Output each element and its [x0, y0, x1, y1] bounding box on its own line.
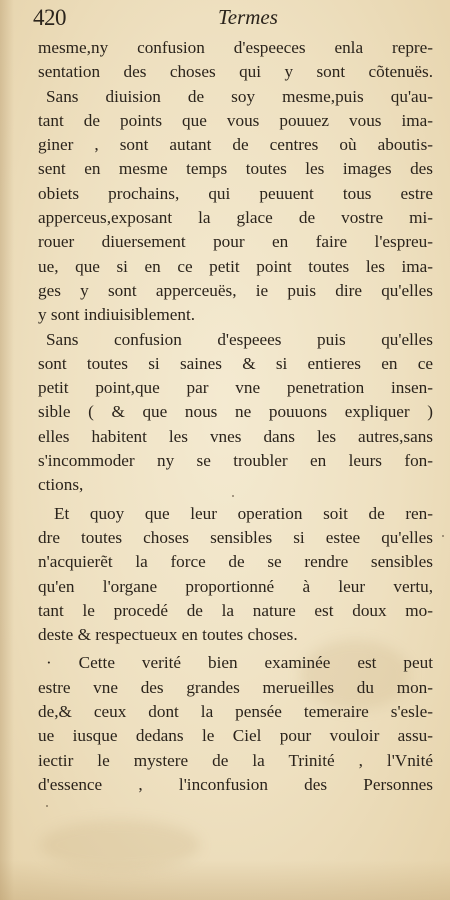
- text-line: ges y sont apperceuës, ie puis dire qu'elles: [38, 280, 433, 300]
- text-line: de,& ceux dont la pensée temeraire s'esle-: [38, 702, 433, 722]
- ink-speck: [46, 805, 48, 807]
- paper-stain: [40, 820, 200, 870]
- text-line: giner , sont autant de centres où aboutis-: [38, 135, 433, 155]
- text-line: sible ( & que nous ne pouuons expliquer ): [38, 402, 433, 422]
- ink-speck: [442, 535, 444, 537]
- text-line: sont toutes si saines & si entieres en ce: [38, 353, 433, 373]
- text-line: Sans diuision de soy mesme,puis qu'au-: [46, 86, 433, 106]
- text-line: d'essence , l'inconfusion des Personnes: [38, 774, 433, 794]
- text-line: tant le procedé de la nature est doux mo-: [38, 600, 433, 620]
- text-line: s'incommoder ny se troubler en leurs fon-: [38, 451, 433, 471]
- text-line: qu'en l'organe proportionné à leur vertu,: [38, 576, 433, 596]
- text-line: ue iusque dedans le Ciel pour vouloir assu-: [38, 726, 433, 746]
- text-line: dre toutes choses sensibles si estee qu'elles: [38, 527, 433, 547]
- page-bottom-shadow: [0, 860, 450, 900]
- text-line: apperceus,exposant la glace de vostre mi-: [38, 208, 433, 228]
- text-line: · Cette verité bien examinée est peut: [46, 653, 433, 673]
- text-line: ctions,: [38, 475, 84, 495]
- text-line: elles habitent les vnes dans les autres,sans: [38, 426, 433, 446]
- ink-speck: [232, 495, 234, 497]
- body-text: [38, 36, 433, 797]
- text-line: y sont indiuisiblement.: [38, 305, 196, 325]
- text-line: Sans confusion d'espeees puis qu'elles: [46, 329, 433, 349]
- text-line: Et quoy que leur operation soit de ren-: [54, 503, 433, 523]
- page-gutter-shadow: [0, 0, 14, 900]
- text-line: sent en mesme temps toutes les images des: [38, 159, 433, 179]
- text-line: estre vne des grandes merueilles du mon-: [38, 677, 433, 697]
- text-line: rouer diuersement pour en faire l'espreu-: [38, 232, 433, 252]
- text-line: sentation des choses qui y sont cõtenuës.: [38, 62, 433, 82]
- text-line: iectir le mystere de la Trinité , l'Vnité: [38, 750, 433, 770]
- text-line: ue, que si en ce petit point toutes les ima-: [38, 256, 433, 276]
- page-number: 420: [33, 5, 66, 30]
- text-line: petit point,que par vne penetration insen-: [38, 378, 433, 398]
- text-line: obiets prochains, qui peuuent tous estre: [38, 183, 433, 203]
- running-head: Termes: [218, 5, 278, 29]
- text-line: deste & respectueux en toutes choses.: [38, 625, 298, 645]
- text-line: n'acquierẽt la force de se rendre sensibles: [38, 552, 433, 572]
- text-line: tant de points que vous pouuez vous ima-: [38, 110, 433, 130]
- text-line: mesme,ny confusion d'espeeces enla repre-: [38, 38, 433, 57]
